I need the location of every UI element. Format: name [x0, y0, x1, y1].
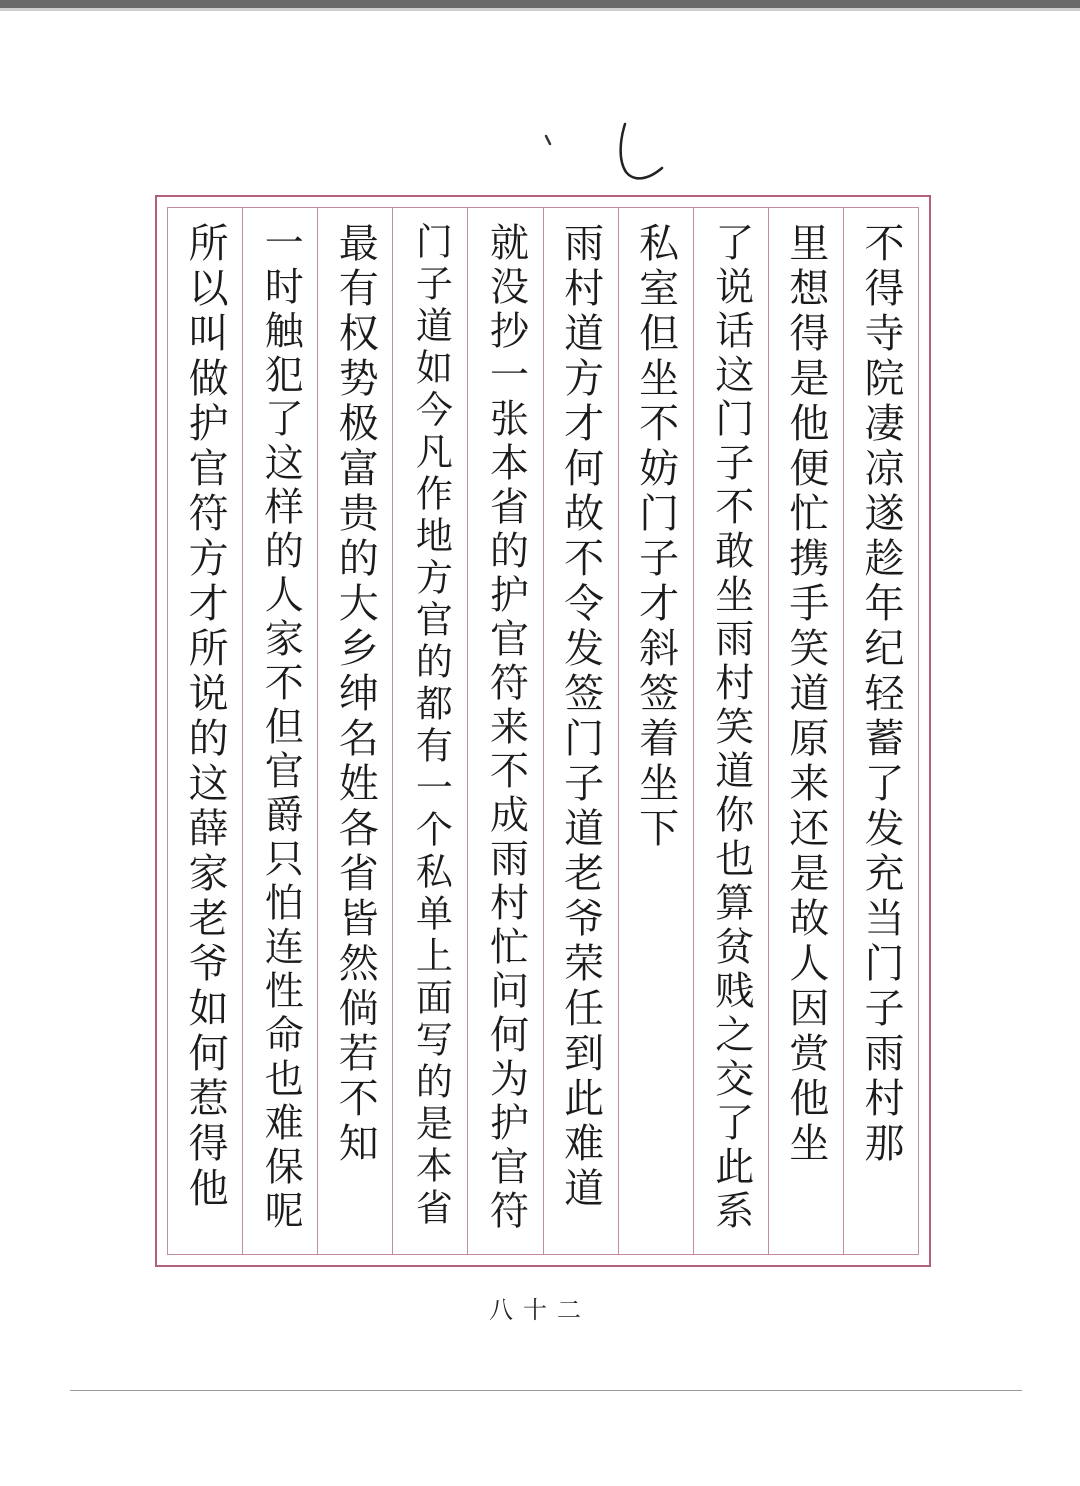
text-column-9 — [242, 208, 317, 1254]
text-column-1 — [843, 208, 918, 1254]
text-column-4 — [618, 208, 693, 1254]
text-column-3 — [693, 208, 768, 1254]
column-text: 不得寺院凄凉遂趁年纪轻蓄了发充当门子雨村那 — [857, 222, 904, 1167]
text-column-8 — [317, 208, 392, 1254]
column-text: 私室但坐不妨门子才斜签着坐下 — [632, 222, 679, 852]
column-text: 所以叫做护官符方才所说的这薛家老爷如何惹得他 — [182, 222, 229, 1212]
scan-top-edge — [0, 0, 1080, 8]
text-column-2 — [768, 208, 843, 1254]
scan-top-edge-shadow — [0, 8, 1080, 11]
column-text: 门子道如今凡作地方官的都有一个私单上面写的是本省 — [409, 222, 453, 1230]
pen-stroke-mark — [530, 120, 680, 190]
manuscript-inner-frame — [167, 207, 919, 1255]
manuscript-grid — [155, 195, 931, 1267]
text-column-5 — [543, 208, 618, 1254]
text-column-10 — [168, 208, 242, 1254]
column-text: 里想得是他便忙携手笑道原来还是故人因赏他坐 — [782, 222, 829, 1167]
column-text: 一时触犯了这样的人家不但官爵只怕连性命也难保呢 — [258, 222, 304, 1234]
text-column-6 — [467, 208, 542, 1254]
column-text: 雨村道方才何故不令发签门子道老爷荣任到此难道 — [557, 222, 604, 1212]
column-text: 最有权势极富贵的大乡绅名姓各省皆然倘若不知 — [332, 222, 379, 1167]
text-column-7 — [392, 208, 467, 1254]
column-text: 了说话这门子不敢坐雨村笑道你也算贫贱之交了此系 — [708, 222, 754, 1234]
column-text: 就没抄一张本省的护官符来不成雨村忙问何为护官符 — [483, 222, 529, 1234]
bottom-rule — [70, 1390, 1022, 1391]
page-number: 八十二 — [489, 1296, 591, 1324]
